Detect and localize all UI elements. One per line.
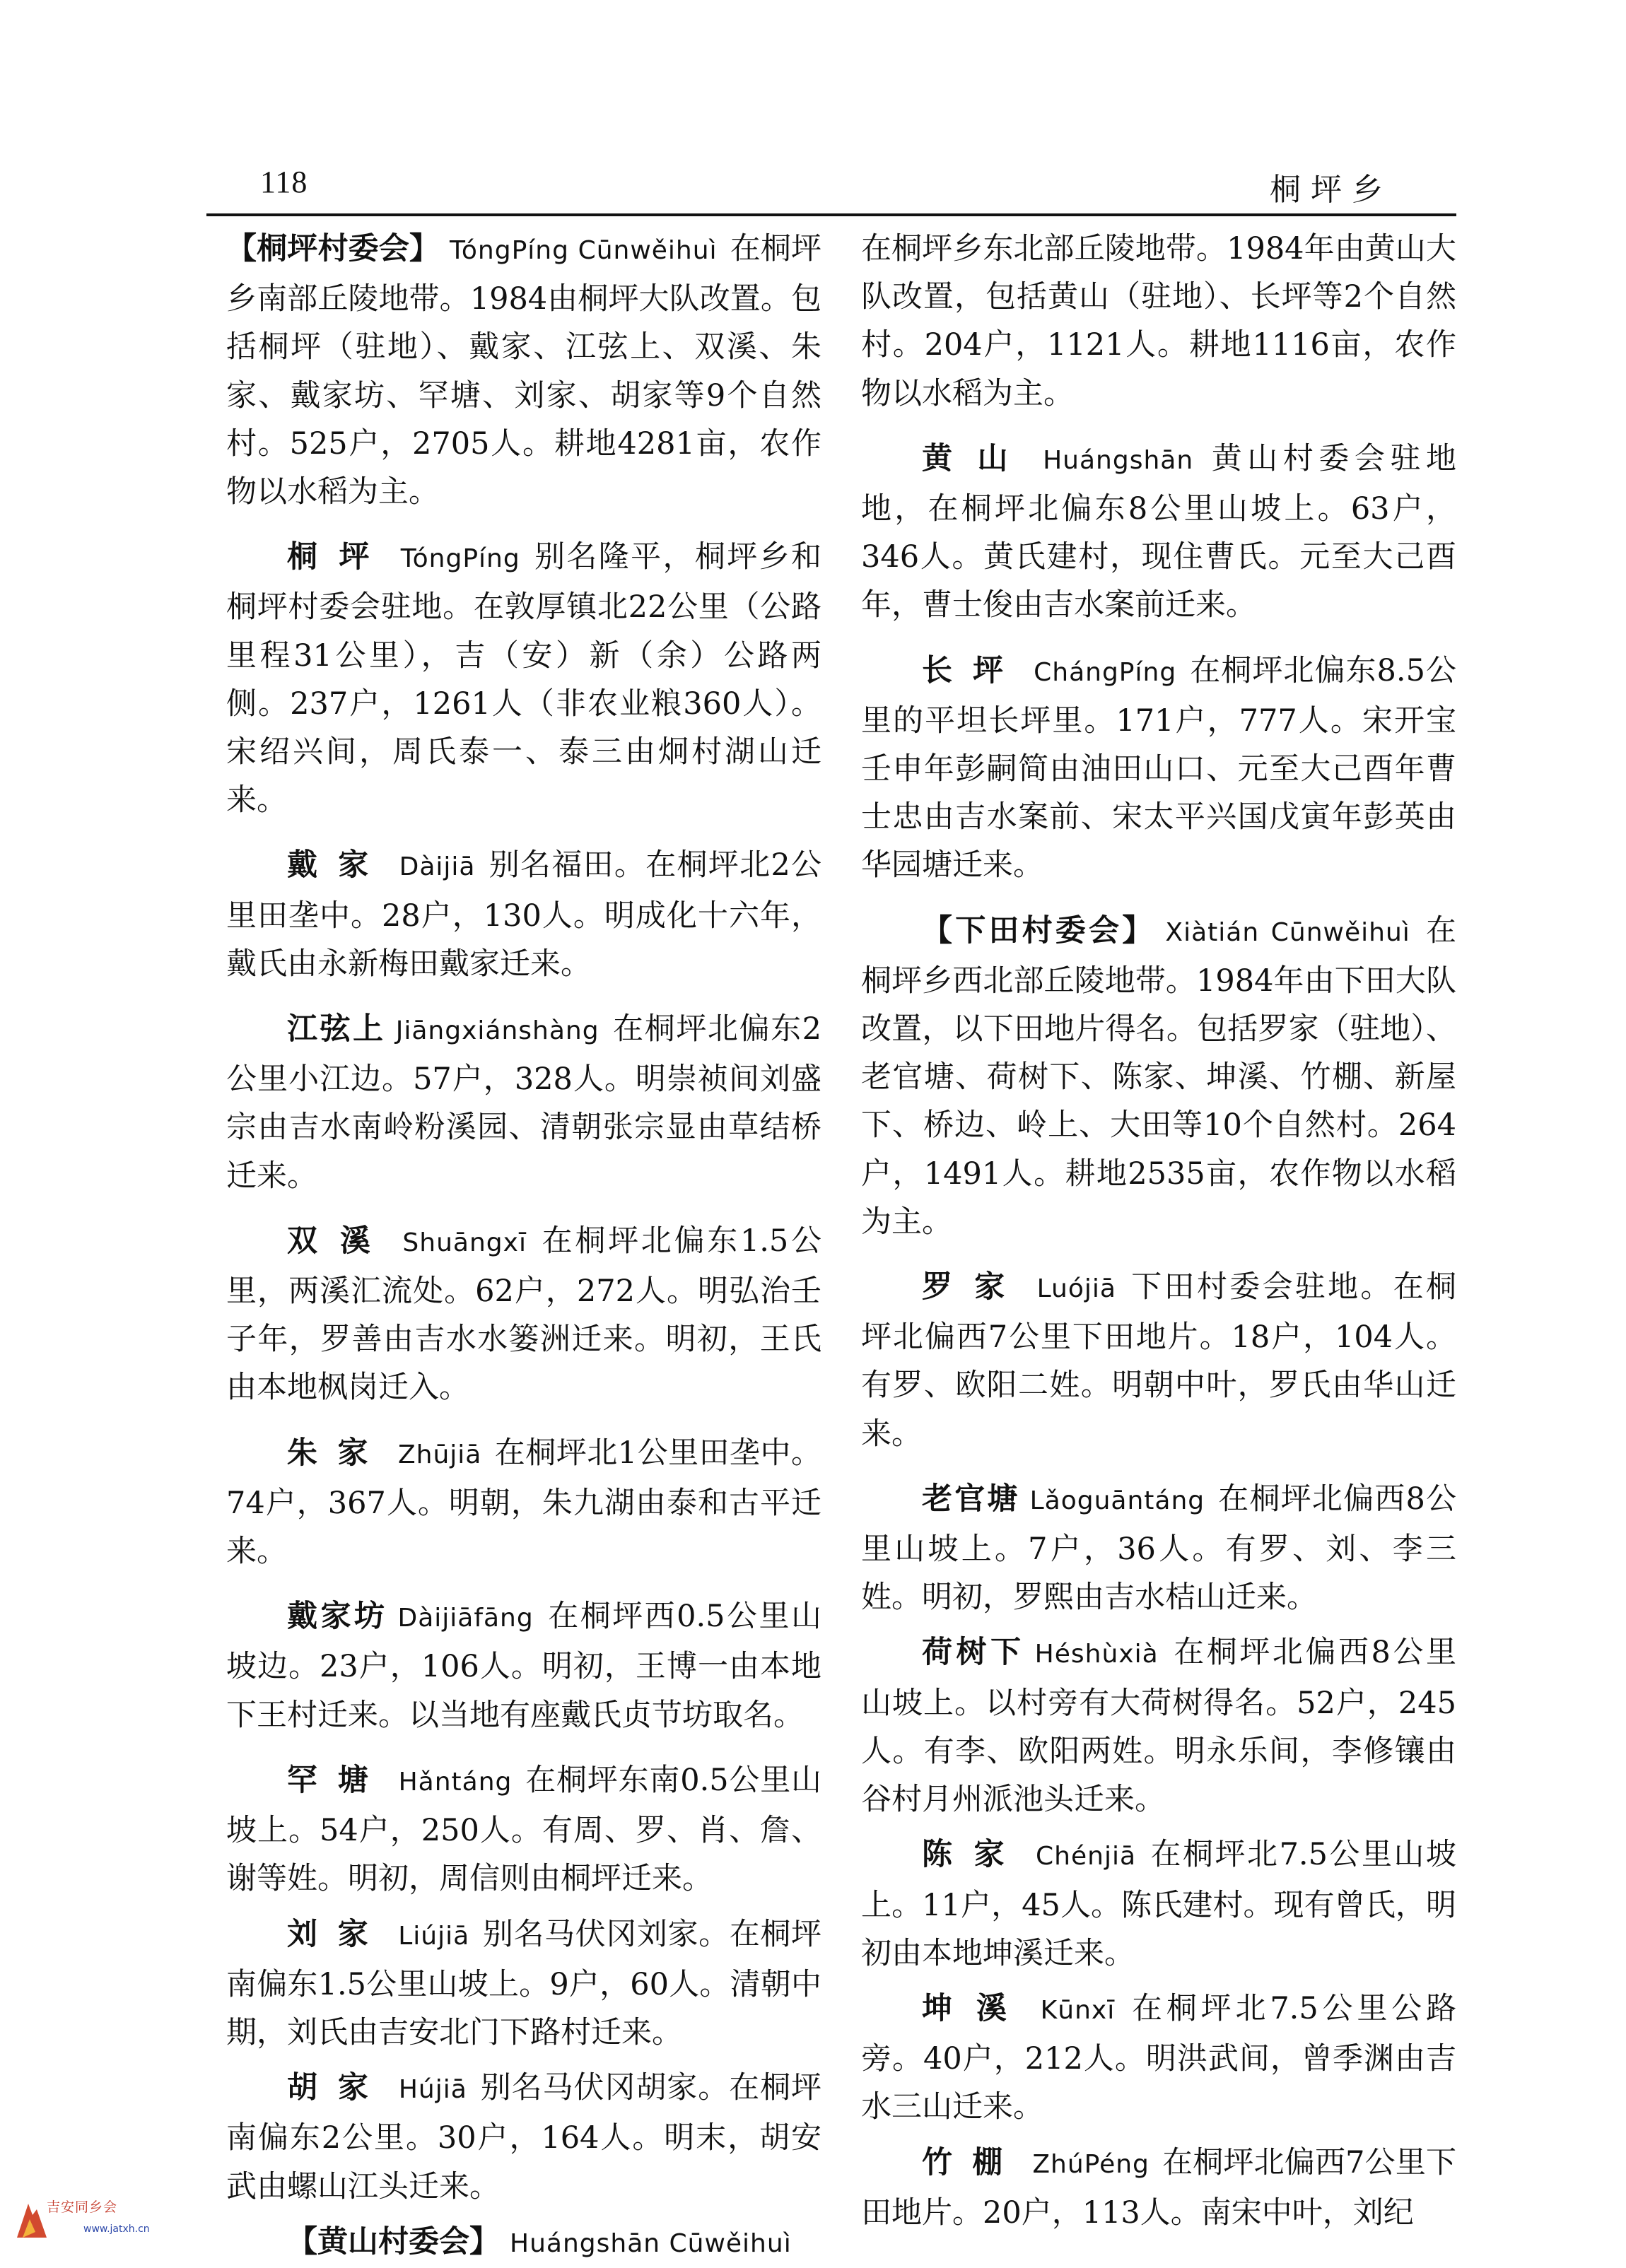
section-heading: 【下田村委会】 <box>922 912 1156 948</box>
pinyin: Lǎoguāntáng <box>1029 1486 1205 1515</box>
entry-headword: 戴家坊 <box>287 1599 388 1635</box>
pinyin: Héshùxià <box>1034 1640 1159 1669</box>
left-column <box>226 225 821 2268</box>
place-entry <box>226 1429 821 1576</box>
pinyin: Hújiā <box>398 2075 467 2105</box>
watermark-url: www.jatxh.cn <box>83 2223 150 2235</box>
entry-headword: 刘家 <box>287 1916 389 1952</box>
entry-headword: 老官塘 <box>922 1481 1020 1517</box>
entry-headword: 胡家 <box>287 2070 389 2106</box>
pinyin: Huángshān Cūwěihuì <box>510 2228 792 2258</box>
pinyin: Xiàtián Cūnwěihuì <box>1165 917 1410 947</box>
entry-headword: 竹棚 <box>922 2144 1023 2180</box>
entry-text: 在桐坪乡东北部丘陵地带。1984年由黄山大队改置，包括黄山（驻地）、长坪等2个自然村。204户，1121人。耕地1116亩，农作物以水稻为主。 <box>861 231 1456 411</box>
section-entry <box>226 2218 821 2268</box>
pinyin: Jiāngxiánshàng <box>395 1016 599 1046</box>
pinyin: Dàijiā <box>399 852 476 882</box>
entry-headword: 长坪 <box>922 652 1024 688</box>
place-entry <box>226 841 821 988</box>
entry-headword: 荷树下 <box>922 1635 1025 1671</box>
right-column <box>861 225 1456 2237</box>
entry-headword: 江弦上 <box>287 1011 386 1047</box>
entry-headword: 罕塘 <box>287 1762 389 1798</box>
place-entry <box>861 2139 1456 2237</box>
place-entry <box>226 533 821 824</box>
watermark-logo <box>10 2197 172 2246</box>
pinyin: Kūnxī <box>1040 1995 1116 2025</box>
section-heading: 【桐坪村委会】 <box>226 231 440 266</box>
place-entry <box>226 1005 821 1200</box>
entry-text: 别名马伏冈胡家。在桐坪南偏东2公里。30户，164人。明末，胡安武由螺山江头迁来。 <box>226 2070 822 2204</box>
section-entry <box>226 225 821 516</box>
entry-text: 在桐坪北偏西8公里山坡上。以村旁有大荷树得名。52户，245人。有李、欧阳两姓。明永乐间，李修镶由谷村月州派池头迁来。 <box>861 1635 1457 1818</box>
header-rule <box>206 213 1456 216</box>
pinyin: Huángshān <box>1043 445 1194 475</box>
entry-text: 黄山村委会驻地地，在桐坪北偏东8公里山坡上。63户，346人。黄氏建村，现住曹氏。元至大己酉年，曹士俊由吉水案前迁来。 <box>861 440 1456 623</box>
place-entry <box>861 1263 1456 1458</box>
pinyin: Liújiā <box>398 1921 470 1951</box>
entry-text: 在桐坪北偏西7公里下田地片。20户，113人。南宋中叶，刘纪 <box>861 2144 1457 2231</box>
entry-headword: 桐坪 <box>287 539 391 575</box>
entry-headword: 坤溪 <box>922 1990 1031 2026</box>
entry-text: 在桐坪北7.5公里山坡上。11户，45人。陈氏建村。现有曾氏，明初由本地坤溪迁来。 <box>861 1837 1457 1971</box>
entry-text: 在桐坪北偏东8.5公里的平坦长坪里。171户，777人。宋开宝壬申年彭嗣简由油田山口、元至大己酉年曹士忠由吉水案前、宋太平兴国戊寅年彭英由华园塘迁来。 <box>861 652 1456 883</box>
place-entry <box>861 1985 1456 2132</box>
place-entry <box>226 1756 821 1903</box>
entry-text: 别名福田。在桐坪北2公里田垄中。28户，130人。明成化十六年，戴氏由永新梅田戴家迁来。 <box>226 847 822 982</box>
pinyin: Luójiā <box>1036 1274 1116 1304</box>
page-number: 118 <box>260 165 308 199</box>
pinyin: TóngPíng Cūnwěihuì <box>450 236 718 265</box>
pinyin: ZhúPéng <box>1032 2149 1150 2179</box>
entry-headword: 黄山 <box>922 440 1034 476</box>
place-entry <box>861 647 1456 890</box>
entry-text: 在桐坪东南0.5公里山坡上。54户，250人。有周、罗、肖、詹、谢等姓。明初，周信则由桐坪迁来。 <box>226 1762 822 1897</box>
entry-text: 在桐坪乡南部丘陵地带。1984由桐坪大队改置。包括桐坪（驻地）、戴家、江弦上、双溪、朱家、戴家坊、罕塘、刘家、胡家等9个自然村。525户，2705人。耕地4281亩，农作物以水稻为主。 <box>226 231 822 510</box>
pinyin: Shuāngxī <box>402 1228 527 1257</box>
entry-headword: 陈家 <box>922 1837 1027 1873</box>
entry-headword: 戴家 <box>287 847 390 883</box>
pinyin: ChángPíng <box>1034 657 1177 687</box>
pinyin: TóngPíng <box>400 544 520 574</box>
pinyin: Zhūjiā <box>397 1440 482 1469</box>
entry-text: 别名隆平，桐坪乡和桐坪村委会驻地。在敦厚镇北22公里（公路里程31公里），吉（安）新（余）公路两侧。237户，1261人（非农业粮360人）。宋绍兴间，周氏泰一、泰三由炯村湖山迁来。 <box>226 539 822 818</box>
place-entry <box>861 1475 1456 1622</box>
watermark-emblem-icon <box>10 2197 52 2242</box>
entry-text: 别名马伏冈刘家。在桐坪南偏东1.5公里山坡上。9户，60人。清朝中期，刘氏由吉安北门下路村迁来。 <box>226 1916 822 2050</box>
running-head: 桐坪乡 <box>1270 172 1393 208</box>
place-entry <box>861 1628 1456 1823</box>
entry-text: 在桐坪乡西北部丘陵地带。1984年由下田大队改置，以下田地片得名。包括罗家（驻地）、老官塘、荷树下、陈家、坤溪、竹棚、新屋下、桥边、岭上、大田等10个自然村。264户，1491人。耕地2535亩，农作物以水稻为主。 <box>861 912 1456 1240</box>
entry-text: 下田村委会驻地。在桐坪北偏西7公里下田地片。18户，104人。有罗、欧阳二姓。明朝中叶，罗氏由华山迁来。 <box>861 1269 1456 1452</box>
place-entry <box>226 1217 821 1412</box>
place-entry <box>226 2064 821 2211</box>
entry-headword: 双溪 <box>287 1223 393 1259</box>
entry-text: 在桐坪北偏西8公里山坡上。7户，36人。有罗、刘、李三姓。明初，罗熙由吉水桔山迁来。 <box>861 1481 1457 1616</box>
watermark-text: 吉安同乡会 <box>47 2199 118 2215</box>
section-entry <box>861 907 1456 1246</box>
entry-headword: 朱家 <box>287 1435 388 1471</box>
entry-text: 在桐坪西0.5公里山坡边。23户，106人。明初，王博一由本地下王村迁来。以当地有座戴氏贞节坊取名。 <box>226 1599 822 1733</box>
place-entry <box>226 1592 821 1739</box>
entry-text: 在桐坪北1公里田垄中。74户，367人。明朝，朱九湖由泰和古平迁来。 <box>226 1435 822 1570</box>
place-entry <box>861 435 1456 630</box>
pinyin: Hǎntáng <box>398 1767 513 1797</box>
entry-text: 在桐坪北偏东1.5公里，两溪汇流处。62户，272人。明弘治壬子年，罗善由吉水水篓洲迁来。明初，王氏由本地枫岗迁入。 <box>226 1223 821 1406</box>
section-continuation <box>861 225 1456 418</box>
place-entry <box>226 1910 821 2057</box>
pinyin: Dàijiāfāng <box>397 1604 534 1633</box>
entry-headword: 罗家 <box>922 1269 1027 1305</box>
entry-text: 在桐坪北偏东2公里小江边。57户，328人。明崇祯间刘盛宗由吉水南岭粉溪园、清朝张宗显由草结桥迁来。 <box>226 1011 822 1194</box>
pinyin: Chénjiā <box>1036 1842 1137 1872</box>
place-entry <box>861 1831 1456 1978</box>
section-heading: 【黄山村委会】 <box>287 2223 500 2260</box>
entry-text: 在桐坪北7.5公里公路旁。40户，212人。明洪武间，曾季渊由吉水三山迁来。 <box>861 1990 1457 2125</box>
